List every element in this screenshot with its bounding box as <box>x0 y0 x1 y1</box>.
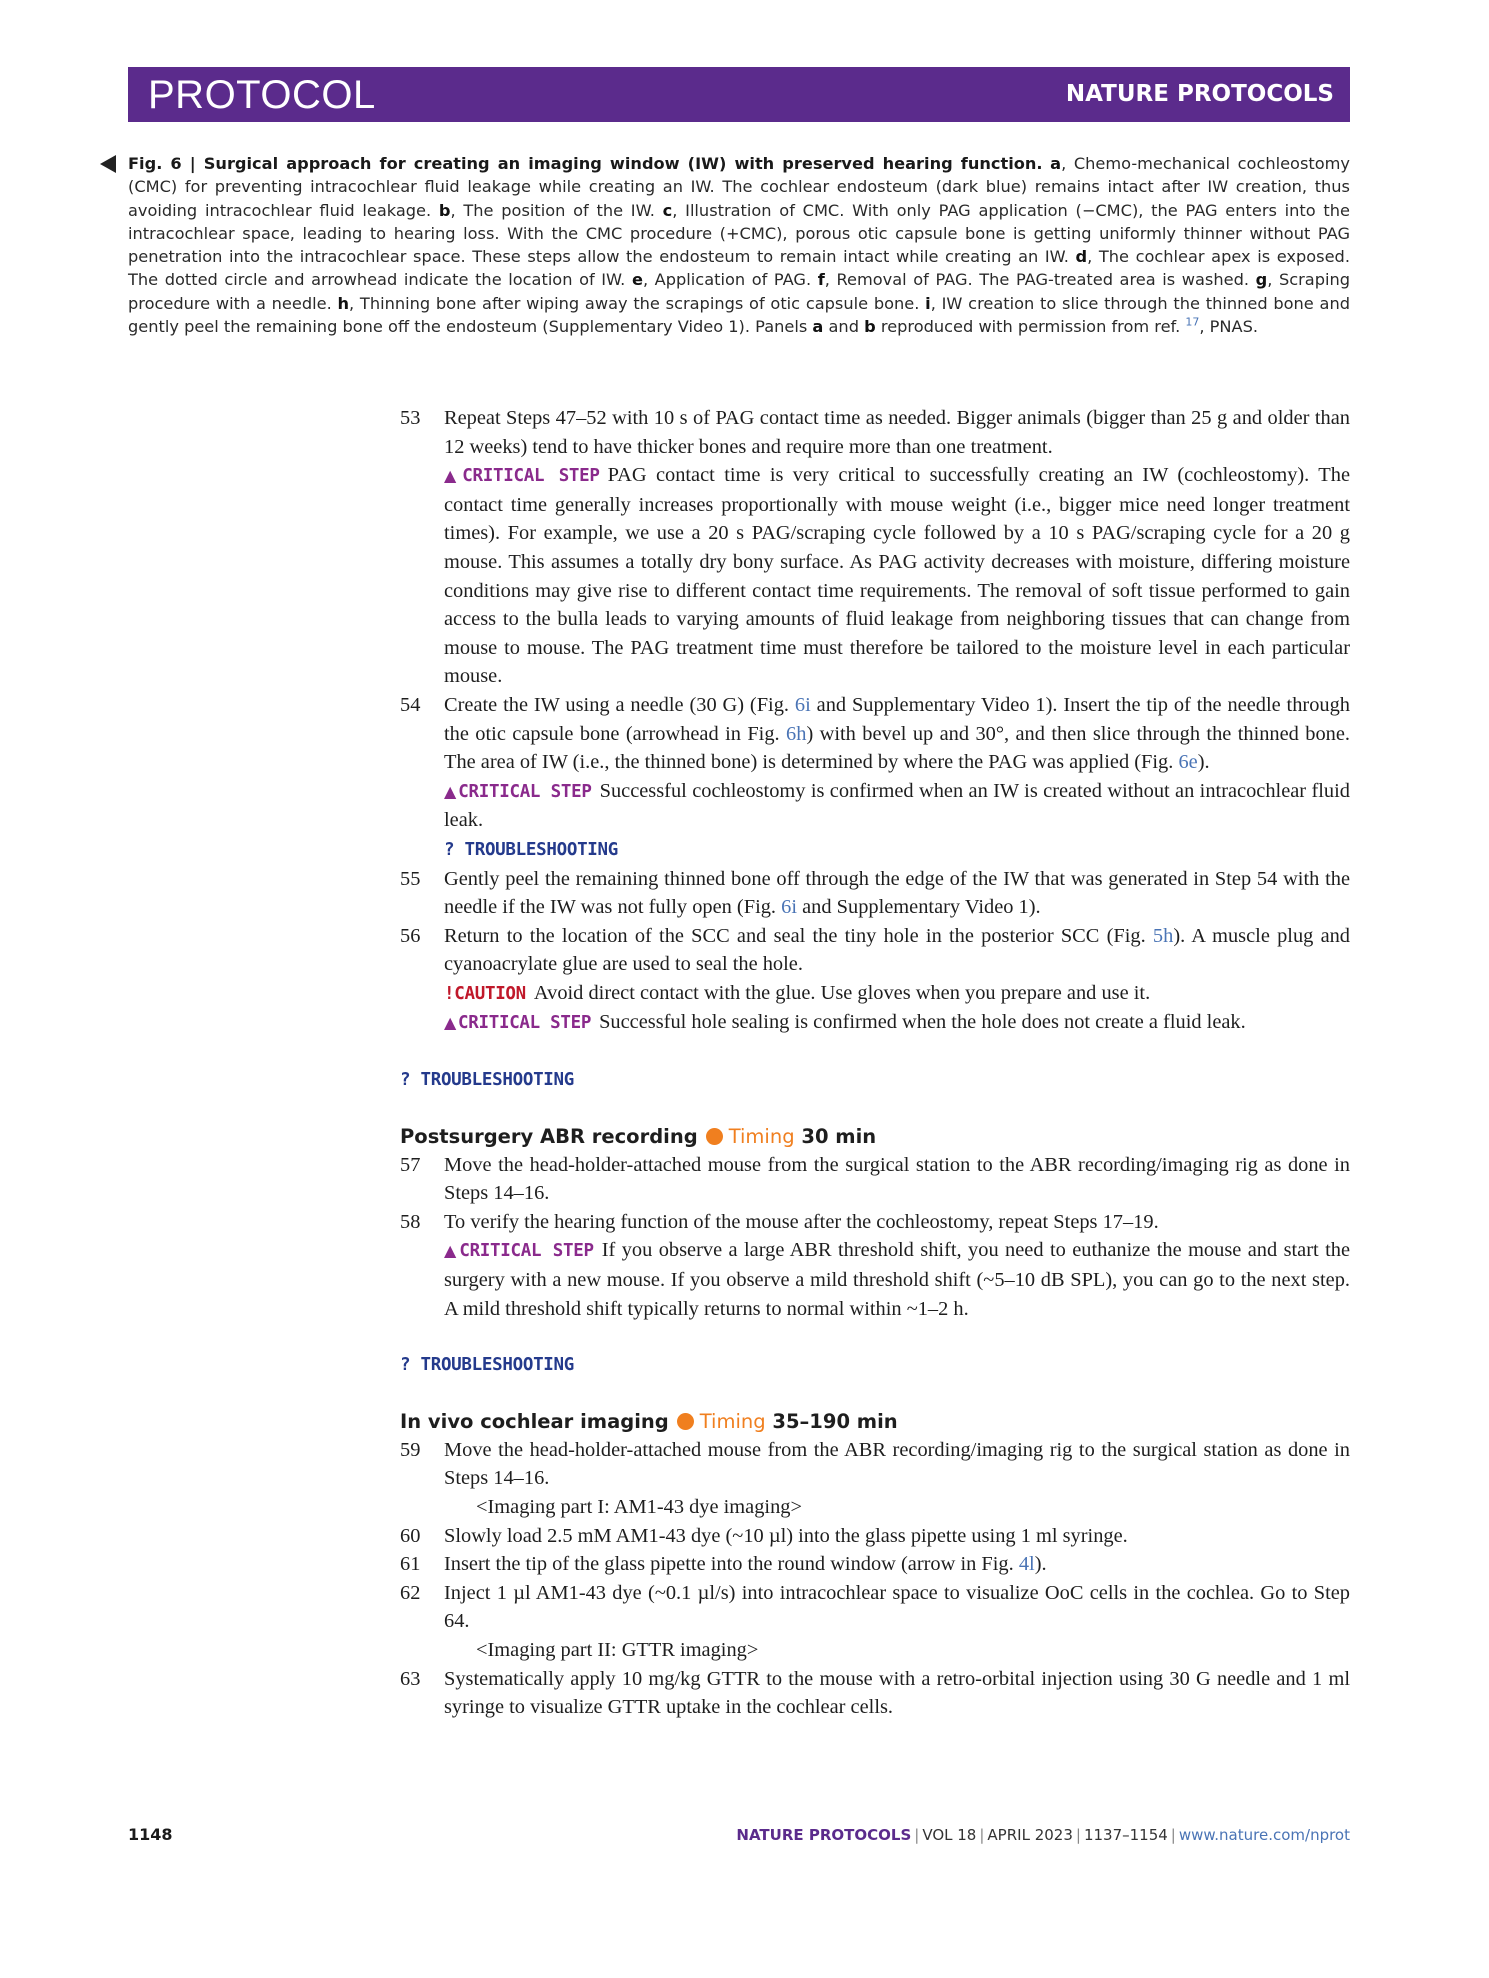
footer-url-link[interactable]: www.nature.com/nprot <box>1178 1826 1350 1844</box>
panel-label: g <box>1255 270 1268 290</box>
caption-text: , Chemo-mechanical cochleostomy (CMC) for preventing intracochlear fluid leakage while creating an IW. The cochlear endosteum (dark blue) remains intact after IW creation, thus avoiding intracochlear fluid leakage. <box>128 154 1350 220</box>
step-text: Inject 1 µl AM1-43 dye (~0.1 µl/s) into intracochlear space to visualize OoC cells in the cochlea. Go to Step 64. <box>444 1581 1350 1633</box>
step-number: 61 <box>400 1553 421 1576</box>
page-number: 1148 <box>128 1825 173 1844</box>
critical-step-note: ▲ CRITICAL STEP PAG contact time is very critical to successfully creating an IW (cochleostomy). The contact time generally increases proportionally with mouse weight (i.e., bigger mice need longer treatment times). For example, we use a 20 s PAG/scraping cycle followed by a 10 s PAG/scraping cycle for a 20 g mouse. This assumes a totally dry bony surface. As PAG activity decreases with moisture, differing moisture conditions may give rise to different contact time requirements. The removal of soft tissue performed to gain access to the bulla leads to varying amounts of fluid leakage from neighboring tissues that can change from mouse to mouse. The PAG treatment time must therefore be tailored to the moisture level in each particular mouse. <box>444 464 1350 688</box>
footer-journal: NATURE PROTOCOLS <box>736 1826 912 1844</box>
footer-volume: VOL 18 <box>922 1826 977 1844</box>
critical-step-label: ▲ CRITICAL STEP <box>444 1013 592 1034</box>
reference-link[interactable]: 17 <box>1185 315 1200 329</box>
step-text: Repeat Steps 47–52 with 10 s of PAG contact time as needed. Bigger animals (bigger than 25 g and older than 12 weeks) tend to have thicker bones and require more than one treatment. <box>444 407 1350 458</box>
timing-dot-icon <box>706 1128 723 1145</box>
panel-label: d <box>1075 247 1088 267</box>
caution-label: !CAUTION <box>444 983 526 1004</box>
caption-text: and <box>828 317 859 337</box>
triangle-icon: ▲ <box>444 1013 457 1033</box>
header-bar <box>128 67 1350 122</box>
figure-link[interactable]: 6i <box>781 896 798 919</box>
critical-step-label: ▲ CRITICAL STEP <box>444 781 592 802</box>
panel-label: e <box>631 270 643 290</box>
step-number: 62 <box>400 1581 421 1604</box>
section-heading-invivo: In vivo cochlear imaging Timing 35–190 min <box>400 1409 898 1433</box>
caption-text: , Thinning bone after wiping away the scrapings of otic capsule bone. <box>349 293 920 313</box>
triangle-icon: ▲ <box>444 1241 458 1261</box>
caption-text: , Application of PAG. <box>642 270 812 290</box>
critical-step-note: ▲ CRITICAL STEP Successful cochleostomy is confirmed when an IW is created without an intracochlear fluid leak. <box>444 779 1350 832</box>
step-number: 59 <box>400 1438 421 1461</box>
step-text: Systematically apply 10 mg/kg GTTR to the mouse with a retro-orbital injection using 30 G needle and 1 ml syringe to visualize GTTR uptake in the cochlear cells. <box>444 1667 1350 1719</box>
step-63 <box>400 1665 1350 1722</box>
timing-dot-icon <box>677 1413 694 1430</box>
caption-text: , Illustration of CMC. With only PAG application (−CMC), the PAG enters into the intracochlear space, leading to hearing loss. With the CMC procedure (+CMC), porous otic capsule bone is getting uniformly thinner without PAG penetration into the intracochlear space. These steps allow the endosteum to remain intact while creating an IW. <box>128 200 1350 267</box>
step-58 <box>400 1208 1350 1323</box>
panel-label: a <box>1050 154 1062 173</box>
caption-arrow-icon <box>100 155 116 173</box>
panel-label: b <box>438 200 451 220</box>
step-number: 53 <box>400 407 421 429</box>
step-text: Move the head-holder-attached mouse from the surgical station to the ABR recording/imaging rig as done in Steps 14–16. <box>444 1153 1350 1205</box>
step-number: 60 <box>400 1524 421 1547</box>
step-59 <box>400 1436 1350 1522</box>
footer-date: APRIL 2023 <box>987 1826 1073 1844</box>
caution-note: !CAUTION Avoid direct contact with the glue. Use gloves when you prepare and use it. <box>444 981 1151 1004</box>
critical-step-note: ▲ CRITICAL STEP If you observe a large ABR threshold shift, you need to euthanize the mouse and start the surgery with a new mouse. If you observe a mild threshold shift (~5–10 dB SPL), you can go to the next step. A mild threshold shift typically returns to normal within ~1–2 h. <box>444 1239 1350 1320</box>
imaging-part-note: <Imaging part II: GTTR imaging> <box>476 1638 759 1661</box>
caption-text: , Removal of PAG. The PAG-treated area is washed. <box>824 270 1250 290</box>
section-label: PROTOCOL <box>148 73 376 117</box>
caption-text: , The position of the IW. <box>450 200 655 220</box>
footer-citation: NATURE PROTOCOLS | VOL 18 | APRIL 2023 | 1137–1154 | www.nature.com/nprot <box>736 1826 1350 1844</box>
figure-link[interactable]: 6i <box>794 693 811 716</box>
critical-step-label: ▲ CRITICAL STEP <box>444 466 600 487</box>
protocol-body <box>400 404 1350 1722</box>
figure-caption <box>128 152 1350 338</box>
step-57 <box>400 1151 1350 1208</box>
figure-link[interactable]: 4l <box>1018 1553 1035 1576</box>
panel-label: f <box>817 270 825 290</box>
step-number: 58 <box>400 1210 421 1233</box>
step-62 <box>400 1579 1350 1665</box>
step-text: Gently peel the remaining thinned bone off through the edge of the IW that was generated in Step 54 with the needle if the IW was not fully open (Fig. 6i and Supplementary Video 1). <box>444 867 1350 919</box>
troubleshooting-link[interactable]: ? TROUBLESHOOTING <box>400 1355 575 1376</box>
step-text: To verify the hearing function of the mouse after the cochleostomy, repeat Steps 17–19. <box>444 1210 1159 1233</box>
troubleshooting-link[interactable]: ? TROUBLESHOOTING <box>400 1070 575 1091</box>
panel-label: b <box>864 317 876 337</box>
step-text: Slowly load 2.5 mM AM1-43 dye (~10 µl) into the glass pipette using 1 ml syringe. <box>444 1524 1128 1547</box>
step-number: 57 <box>400 1153 421 1176</box>
figure-link[interactable]: 6e <box>1178 751 1198 774</box>
critical-step-label: ▲ CRITICAL STEP <box>444 1241 594 1262</box>
step-54 <box>400 691 1350 865</box>
step-56 <box>400 922 1350 1038</box>
troubleshooting-link[interactable]: ? TROUBLESHOOTING <box>444 839 619 860</box>
step-61 <box>400 1550 1350 1579</box>
figure-link[interactable]: 5h <box>1152 924 1174 947</box>
caption-source: , PNAS. <box>1199 317 1259 337</box>
triangle-icon: ▲ <box>444 466 461 486</box>
step-text: Create the IW using a needle (30 G) (Fig. 6i and Supplementary Video 1). Insert the tip of the needle through the otic capsule bone (arrowhead in Fig. 6h) with bevel up and 30°, and then slice through the thinned bone. The area of IW (i.e., the thinned bone) is determined by where the PAG was applied (Fig. 6e). <box>444 693 1351 774</box>
step-53 <box>400 404 1350 691</box>
caption-text: , IW creation to slice through the thinned bone and gently peel the remaining bone off the endosteum (Supplementary Video 1). Panels <box>128 293 1350 337</box>
triangle-icon: ▲ <box>444 781 457 801</box>
footer-pages: 1137–1154 <box>1083 1826 1168 1844</box>
caption-text: , Scraping procedure with a needle. <box>128 270 1351 313</box>
step-text: Return to the location of the SCC and seal the tiny hole in the posterior SCC (Fig. 5h). A muscle plug and cyanoacrylate glue are used to seal the hole. <box>444 924 1351 976</box>
step-text: Move the head-holder-attached mouse from the ABR recording/imaging rig to the surgical station as done in Steps 14–16. <box>444 1438 1350 1490</box>
step-60 <box>400 1522 1350 1551</box>
caption-text: reproduced with permission from ref. <box>880 317 1181 337</box>
step-number: 54 <box>400 693 421 716</box>
panel-label: i <box>925 293 931 313</box>
section-heading-postsurgery: Postsurgery ABR recording Timing 30 min <box>400 1124 877 1148</box>
step-55 <box>400 865 1350 922</box>
figure-link[interactable]: 6h <box>786 722 807 745</box>
panel-label: a <box>812 317 824 337</box>
panel-label: c <box>662 200 673 220</box>
step-number: 56 <box>400 924 421 947</box>
step-number: 55 <box>400 867 421 890</box>
caption-text: , The cochlear apex is exposed. The dotted circle and arrowhead indicate the location of IW. <box>128 247 1350 290</box>
panel-label: h <box>337 293 350 313</box>
step-number: 63 <box>400 1667 421 1690</box>
imaging-part-note: <Imaging part I: AM1-43 dye imaging> <box>476 1496 802 1518</box>
critical-step-note: ▲ CRITICAL STEP Successful hole sealing is confirmed when the hole does not create a fluid leak. <box>444 1011 1246 1034</box>
step-text: Insert the tip of the glass pipette into the round window (arrow in Fig. 4l). <box>444 1553 1047 1576</box>
journal-name: NATURE PROTOCOLS <box>1065 81 1334 107</box>
caption-lead: Fig. 6 | Surgical approach for creating an imaging window (IW) with preserved hearing function. <box>128 154 1043 173</box>
